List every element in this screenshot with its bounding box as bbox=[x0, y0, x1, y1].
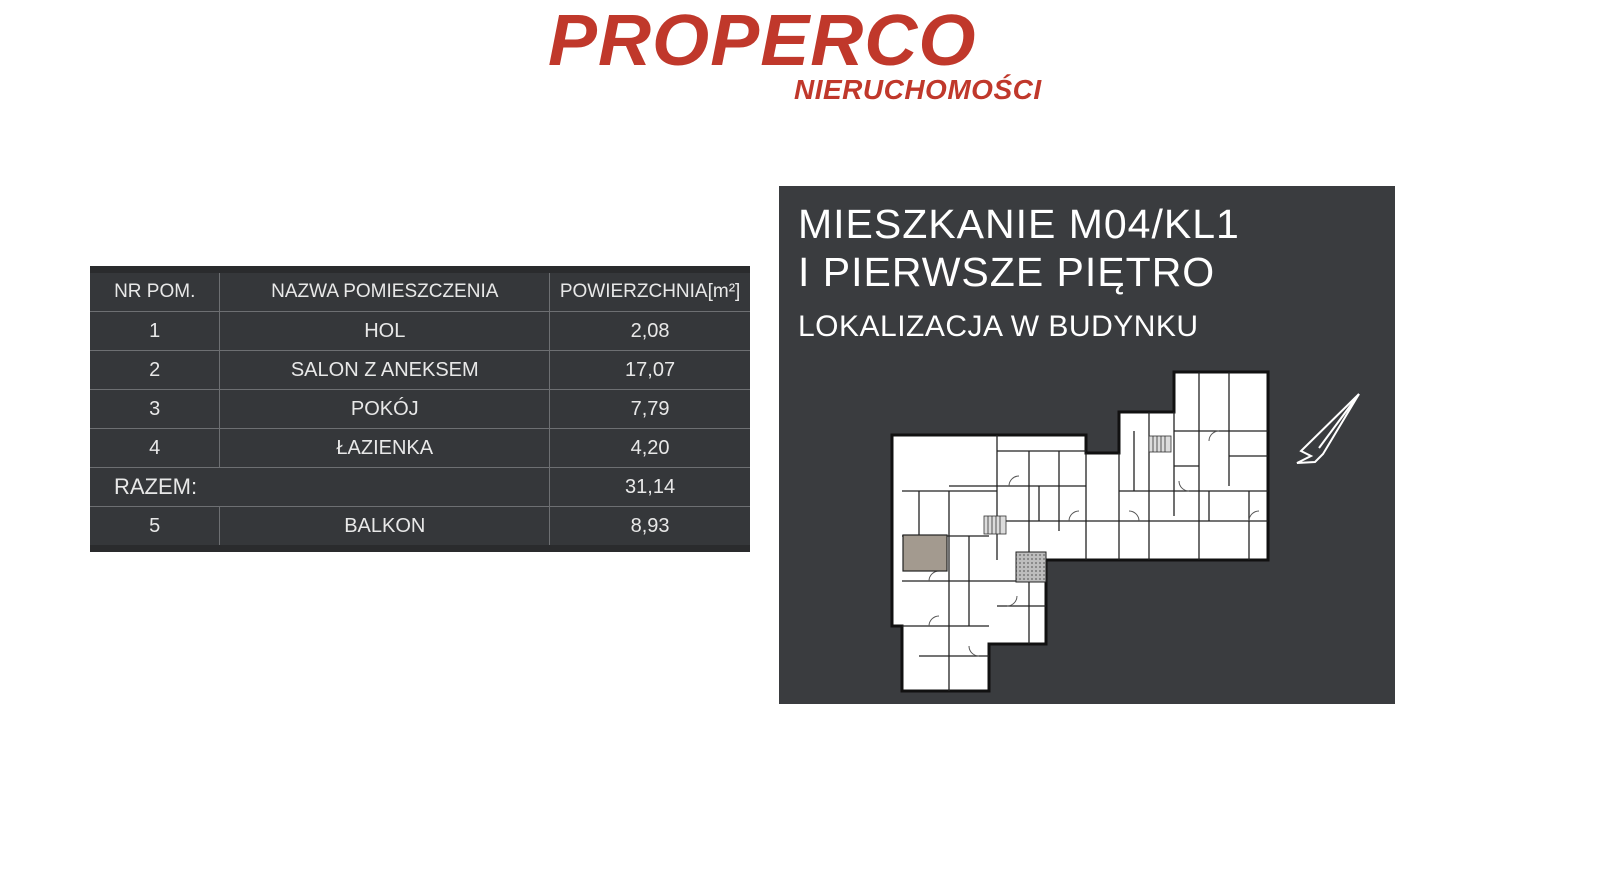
room-area: 4,20 bbox=[550, 429, 750, 468]
apartment-highlight bbox=[903, 535, 947, 571]
table-row bbox=[90, 312, 750, 351]
total-area: 31,14 bbox=[550, 468, 750, 507]
building-floor-plan bbox=[779, 186, 1395, 704]
room-number: 1 bbox=[90, 312, 220, 351]
room-name: BALKON bbox=[220, 507, 550, 549]
room-name: POKÓJ bbox=[220, 390, 550, 429]
header-room-name: NAZWA POMIESZCZENIA bbox=[220, 270, 550, 312]
table-row bbox=[90, 507, 750, 549]
room-name: HOL bbox=[220, 312, 550, 351]
room-number: 2 bbox=[90, 351, 220, 390]
room-area: 7,79 bbox=[550, 390, 750, 429]
north-arrow-icon bbox=[1297, 394, 1359, 463]
room-number: 4 bbox=[90, 429, 220, 468]
brand-tagline: NIERUCHOMOŚCI bbox=[794, 74, 1042, 105]
room-number: 5 bbox=[90, 507, 220, 549]
room-name: ŁAZIENKA bbox=[220, 429, 550, 468]
room-area-table bbox=[90, 266, 750, 552]
table-header-row bbox=[90, 270, 750, 312]
location-subtitle: LOKALIZACJA W BUDYNKU bbox=[798, 310, 1199, 343]
apartment-title-line1: MIESZKANIE M04/KL1 bbox=[798, 201, 1240, 247]
brand-logo bbox=[548, 2, 1048, 106]
room-area: 2,08 bbox=[550, 312, 750, 351]
room-area: 17,07 bbox=[550, 351, 750, 390]
table-row bbox=[90, 390, 750, 429]
header-room-area: POWIERZCHNIA[m²] bbox=[550, 270, 750, 312]
room-area: 8,93 bbox=[550, 507, 750, 549]
apartment-title-line2: I PIERWSZE PIĘTRO bbox=[798, 249, 1216, 295]
courtyard-grid bbox=[1016, 552, 1046, 582]
total-label: RAZEM: bbox=[90, 468, 550, 507]
header-room-number: NR POM. bbox=[90, 270, 220, 312]
brand-name: PROPERCO bbox=[548, 1, 977, 81]
table-row bbox=[90, 351, 750, 390]
room-number: 3 bbox=[90, 390, 220, 429]
location-panel bbox=[779, 186, 1395, 704]
room-name: SALON Z ANEKSEM bbox=[220, 351, 550, 390]
total-row bbox=[90, 468, 750, 507]
table-row bbox=[90, 429, 750, 468]
